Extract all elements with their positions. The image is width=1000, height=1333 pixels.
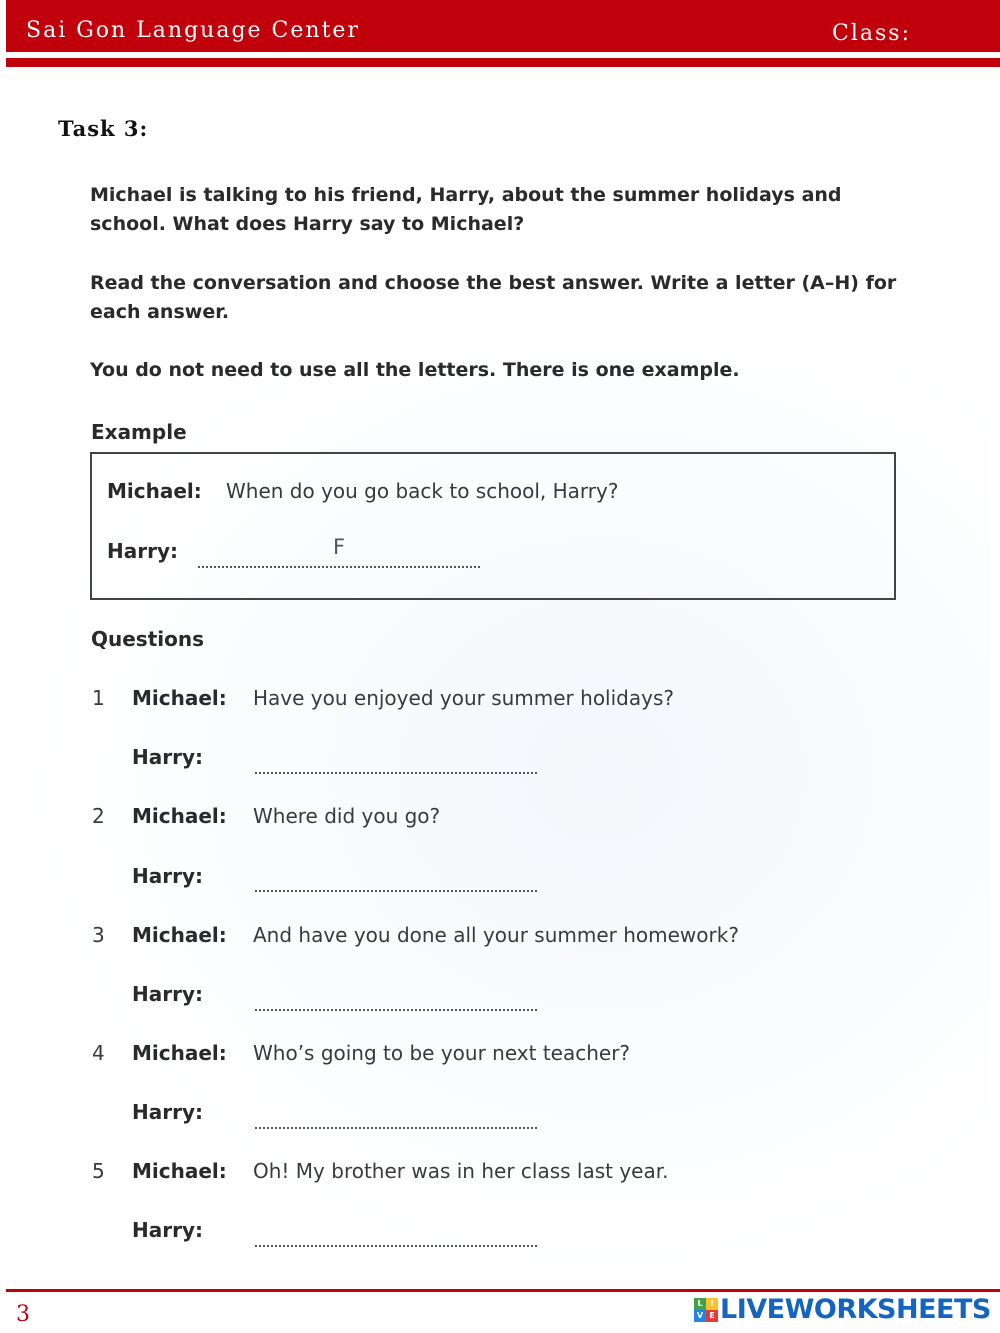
- speaker-label: Harry:: [132, 1218, 203, 1242]
- question-number: 5: [92, 1159, 105, 1183]
- michael-line: Oh! My brother was in her class last year.: [253, 1159, 669, 1183]
- question-number: 4: [92, 1041, 105, 1065]
- answer-blank[interactable]: [255, 890, 537, 892]
- michael-line: When do you go back to school, Harry?: [226, 479, 619, 503]
- speaker-label: Michael:: [132, 686, 227, 710]
- speaker-label: Michael:: [132, 1041, 227, 1065]
- speaker-label: Harry:: [132, 745, 203, 769]
- speaker-label: Harry:: [132, 1100, 203, 1124]
- instruction-paragraph: You do not need to use all the letters. There is one example.: [90, 359, 740, 381]
- answer-blank[interactable]: [255, 1245, 537, 1247]
- liveworksheets-brand[interactable]: [694, 1294, 991, 1325]
- answer-blank[interactable]: [255, 1127, 537, 1129]
- michael-line: Who’s going to be your next teacher?: [253, 1041, 631, 1065]
- instruction-paragraph: Read the conversation and choose the best answer. Write a letter (A–H) for each answer.: [90, 272, 897, 323]
- speaker-label: Michael:: [107, 479, 202, 503]
- question-number: 2: [92, 804, 105, 828]
- page-number: 3: [16, 1302, 30, 1327]
- logo-letter: E: [706, 1310, 718, 1322]
- footer-divider: [6, 1289, 1000, 1292]
- instruction-paragraph: Michael is talking to his friend, Harry, about the summer holidays and school. What does Harry say to Michael?: [90, 184, 842, 235]
- answer-blank: [198, 566, 480, 568]
- question-number: 3: [92, 923, 105, 947]
- example-box: [90, 452, 896, 600]
- michael-line: Where did you go?: [253, 804, 441, 828]
- speaker-label: Michael:: [132, 1159, 227, 1183]
- answer-blank[interactable]: [255, 772, 537, 774]
- example-answer: F: [333, 535, 346, 559]
- logo-letter: I: [706, 1298, 718, 1310]
- michael-line: And have you done all your summer homework?: [253, 923, 739, 947]
- header-divider: [6, 58, 1000, 67]
- answer-blank[interactable]: [255, 1009, 537, 1011]
- example-label: Example: [91, 420, 187, 444]
- speaker-label: Harry:: [132, 982, 203, 1006]
- speaker-label: Harry:: [132, 864, 203, 888]
- questions-label: Questions: [91, 627, 205, 651]
- speaker-label: Michael:: [132, 804, 227, 828]
- task-title: Task 3:: [58, 116, 149, 141]
- logo-letter: L: [694, 1298, 706, 1310]
- question-number: 1: [92, 686, 105, 710]
- speaker-label: Harry:: [107, 539, 178, 563]
- michael-line: Have you enjoyed your summer holidays?: [253, 686, 674, 710]
- brand-text: LIVEWORKSHEETS: [720, 1294, 991, 1325]
- speaker-label: Michael:: [132, 923, 227, 947]
- header-title: Sai Gon Language Center: [26, 18, 360, 43]
- liveworksheets-logo-icon: [694, 1298, 718, 1322]
- class-label: Class:: [832, 21, 911, 46]
- logo-letter: V: [694, 1310, 706, 1322]
